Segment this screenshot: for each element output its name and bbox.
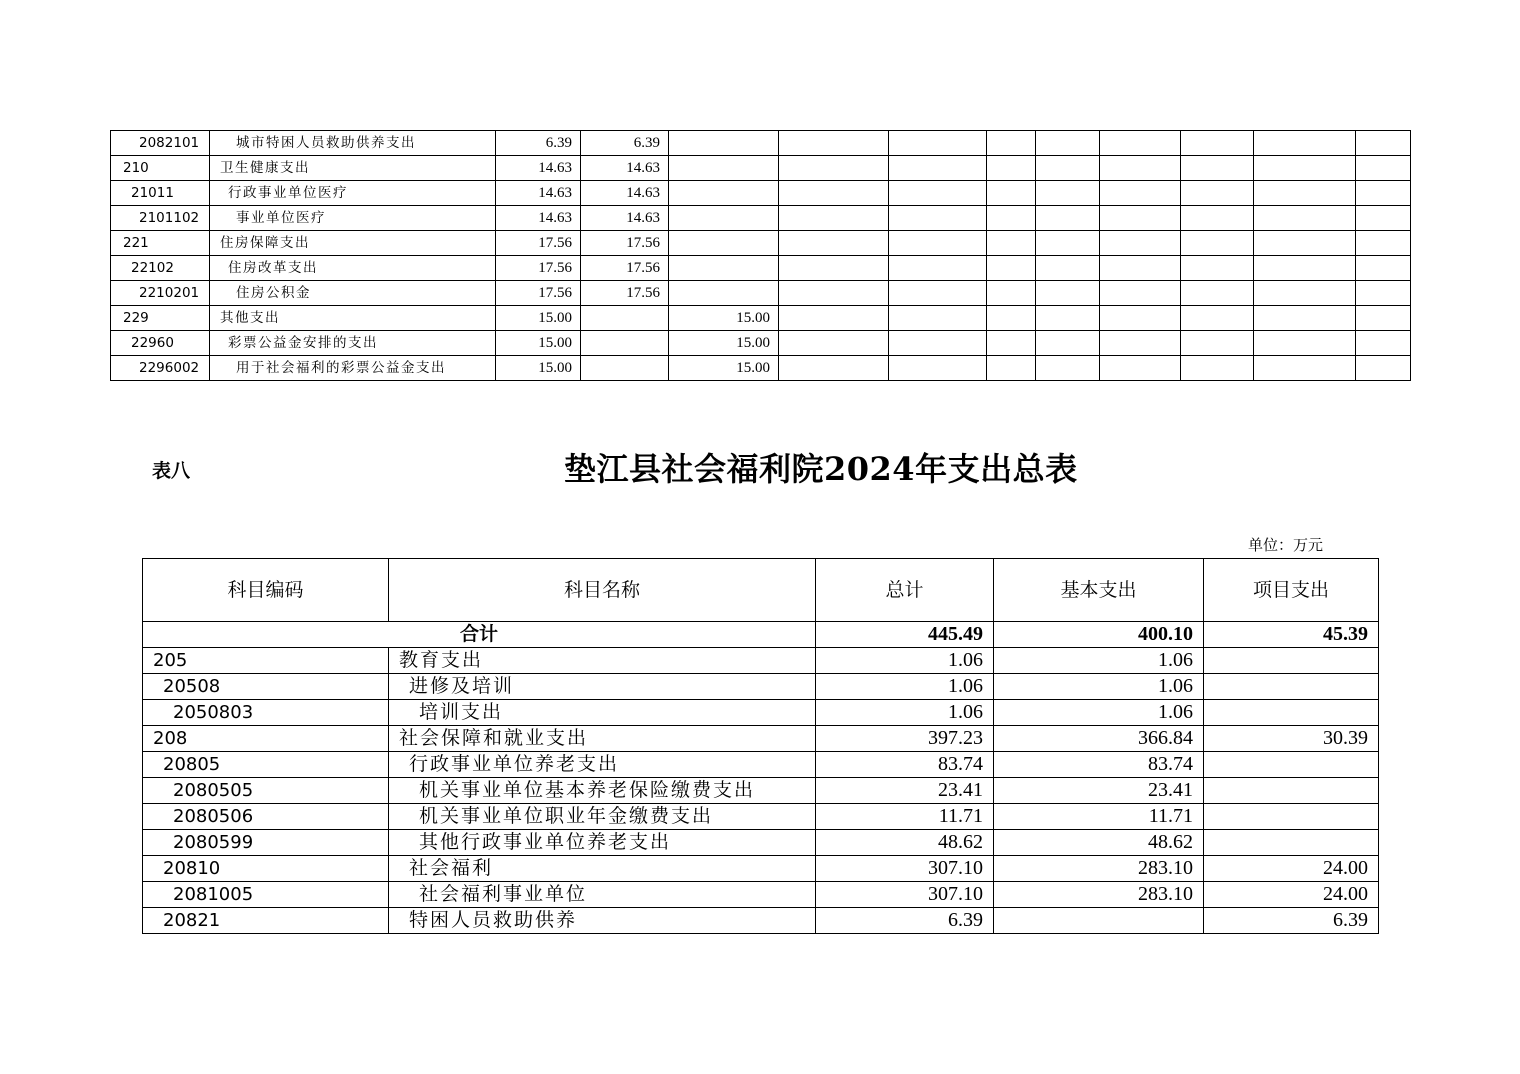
empty-cell bbox=[1036, 156, 1100, 181]
table-row bbox=[111, 131, 1411, 156]
total-label: 合计 bbox=[143, 622, 816, 648]
empty-cell bbox=[779, 356, 889, 381]
expenditure-summary-table bbox=[142, 558, 1379, 934]
empty-cell bbox=[1036, 331, 1100, 356]
empty-cell bbox=[1254, 356, 1356, 381]
subject-code: 210 bbox=[111, 156, 210, 181]
empty-cell bbox=[1181, 281, 1254, 306]
subject-name: 其他行政事业单位养老支出 bbox=[389, 830, 816, 856]
empty-cell bbox=[1036, 256, 1100, 281]
empty-cell bbox=[1254, 331, 1356, 356]
subject-name: 特困人员救助供养 bbox=[389, 908, 816, 934]
table-row bbox=[143, 856, 1379, 882]
value-project bbox=[1204, 830, 1379, 856]
value-project bbox=[669, 281, 779, 306]
empty-cell bbox=[1254, 281, 1356, 306]
value-total: 17.56 bbox=[496, 281, 581, 306]
table-row bbox=[111, 156, 1411, 181]
empty-cell bbox=[1254, 181, 1356, 206]
empty-cell bbox=[987, 181, 1036, 206]
header-project: 项目支出 bbox=[1204, 559, 1379, 622]
value-total: 11.71 bbox=[816, 804, 994, 830]
value-project: 15.00 bbox=[669, 306, 779, 331]
table-row bbox=[111, 181, 1411, 206]
empty-cell bbox=[987, 331, 1036, 356]
empty-cell bbox=[1181, 131, 1254, 156]
empty-cell bbox=[987, 281, 1036, 306]
value-total: 83.74 bbox=[816, 752, 994, 778]
empty-cell bbox=[1100, 156, 1181, 181]
empty-cell bbox=[1100, 356, 1181, 381]
table-row bbox=[111, 281, 1411, 306]
continued-expenditure-table bbox=[110, 130, 1411, 381]
value-basic bbox=[581, 306, 669, 331]
table-row bbox=[111, 206, 1411, 231]
value-basic: 14.63 bbox=[581, 181, 669, 206]
empty-cell bbox=[1254, 256, 1356, 281]
subject-name: 机关事业单位职业年金缴费支出 bbox=[389, 804, 816, 830]
header-basic: 基本支出 bbox=[994, 559, 1204, 622]
subject-code: 2081005 bbox=[143, 882, 389, 908]
value-total: 14.63 bbox=[496, 181, 581, 206]
empty-cell bbox=[1356, 131, 1411, 156]
value-total: 1.06 bbox=[816, 674, 994, 700]
value-basic: 23.41 bbox=[994, 778, 1204, 804]
table-row bbox=[143, 804, 1379, 830]
header-total: 总计 bbox=[816, 559, 994, 622]
empty-cell bbox=[779, 256, 889, 281]
value-project bbox=[669, 231, 779, 256]
value-basic: 1.06 bbox=[994, 700, 1204, 726]
empty-cell bbox=[1181, 356, 1254, 381]
empty-cell bbox=[1356, 156, 1411, 181]
value-project bbox=[1204, 804, 1379, 830]
value-total: 15.00 bbox=[496, 306, 581, 331]
value-project: 15.00 bbox=[669, 331, 779, 356]
empty-cell bbox=[1254, 306, 1356, 331]
table-row bbox=[143, 674, 1379, 700]
value-basic bbox=[581, 331, 669, 356]
table-header-row bbox=[143, 559, 1379, 622]
value-basic: 14.63 bbox=[581, 156, 669, 181]
empty-cell bbox=[1100, 231, 1181, 256]
table-number-label: 表八 bbox=[152, 460, 191, 482]
value-total: 6.39 bbox=[496, 131, 581, 156]
value-total: 1.06 bbox=[816, 700, 994, 726]
subject-code: 20805 bbox=[143, 752, 389, 778]
empty-cell bbox=[1181, 231, 1254, 256]
empty-cell bbox=[1100, 331, 1181, 356]
empty-cell bbox=[987, 356, 1036, 381]
value-total: 17.56 bbox=[496, 256, 581, 281]
subject-name: 教育支出 bbox=[389, 648, 816, 674]
empty-cell bbox=[1181, 331, 1254, 356]
value-project: 30.39 bbox=[1204, 726, 1379, 752]
empty-cell bbox=[1356, 206, 1411, 231]
subject-code: 2210201 bbox=[111, 281, 210, 306]
subject-name: 行政事业单位医疗 bbox=[210, 181, 496, 206]
empty-cell bbox=[1254, 156, 1356, 181]
empty-cell bbox=[889, 281, 987, 306]
empty-cell bbox=[889, 231, 987, 256]
empty-cell bbox=[889, 206, 987, 231]
value-basic: 1.06 bbox=[994, 648, 1204, 674]
empty-cell bbox=[889, 256, 987, 281]
value-total: 307.10 bbox=[816, 882, 994, 908]
empty-cell bbox=[1181, 256, 1254, 281]
table-row bbox=[111, 306, 1411, 331]
value-basic: 11.71 bbox=[994, 804, 1204, 830]
subject-code: 208 bbox=[143, 726, 389, 752]
value-basic: 1.06 bbox=[994, 674, 1204, 700]
subject-name: 城市特困人员救助供养支出 bbox=[210, 131, 496, 156]
header-name: 科目名称 bbox=[389, 559, 816, 622]
empty-cell bbox=[1181, 306, 1254, 331]
empty-cell bbox=[889, 356, 987, 381]
table-row bbox=[111, 231, 1411, 256]
empty-cell bbox=[987, 206, 1036, 231]
empty-cell bbox=[987, 156, 1036, 181]
subject-name: 其他支出 bbox=[210, 306, 496, 331]
value-project bbox=[1204, 674, 1379, 700]
table-row bbox=[143, 726, 1379, 752]
subject-code: 20810 bbox=[143, 856, 389, 882]
table-row bbox=[143, 830, 1379, 856]
empty-cell bbox=[1036, 231, 1100, 256]
subject-name: 培训支出 bbox=[389, 700, 816, 726]
table-row bbox=[143, 700, 1379, 726]
value-total: 14.63 bbox=[496, 156, 581, 181]
empty-cell bbox=[1100, 306, 1181, 331]
empty-cell bbox=[1100, 206, 1181, 231]
value-project: 24.00 bbox=[1204, 856, 1379, 882]
table-row bbox=[111, 331, 1411, 356]
value-basic: 17.56 bbox=[581, 231, 669, 256]
value-project: 24.00 bbox=[1204, 882, 1379, 908]
subject-code: 20508 bbox=[143, 674, 389, 700]
subject-name: 彩票公益金安排的支出 bbox=[210, 331, 496, 356]
value-project bbox=[669, 256, 779, 281]
value-basic: 17.56 bbox=[581, 281, 669, 306]
value-total: 17.56 bbox=[496, 231, 581, 256]
empty-cell bbox=[889, 181, 987, 206]
subject-code: 21011 bbox=[111, 181, 210, 206]
empty-cell bbox=[1356, 356, 1411, 381]
empty-cell bbox=[1356, 306, 1411, 331]
empty-cell bbox=[1100, 181, 1181, 206]
empty-cell bbox=[1036, 306, 1100, 331]
value-basic: 48.62 bbox=[994, 830, 1204, 856]
value-project bbox=[669, 206, 779, 231]
empty-cell bbox=[987, 306, 1036, 331]
empty-cell bbox=[779, 206, 889, 231]
value-total: 1.06 bbox=[816, 648, 994, 674]
empty-cell bbox=[1356, 231, 1411, 256]
value-basic: 14.63 bbox=[581, 206, 669, 231]
empty-cell bbox=[1254, 131, 1356, 156]
empty-cell bbox=[1356, 256, 1411, 281]
value-total: 48.62 bbox=[816, 830, 994, 856]
value-total: 15.00 bbox=[496, 331, 581, 356]
value-total: 397.23 bbox=[816, 726, 994, 752]
subject-code: 2101102 bbox=[111, 206, 210, 231]
total-basic: 400.10 bbox=[994, 622, 1204, 648]
subject-code: 229 bbox=[111, 306, 210, 331]
empty-cell bbox=[1356, 281, 1411, 306]
empty-cell bbox=[1356, 181, 1411, 206]
value-project bbox=[1204, 648, 1379, 674]
empty-cell bbox=[779, 156, 889, 181]
empty-cell bbox=[987, 131, 1036, 156]
empty-cell bbox=[889, 331, 987, 356]
subject-code: 2080505 bbox=[143, 778, 389, 804]
empty-cell bbox=[889, 156, 987, 181]
empty-cell bbox=[779, 181, 889, 206]
subject-name: 社会保障和就业支出 bbox=[389, 726, 816, 752]
value-total: 15.00 bbox=[496, 356, 581, 381]
empty-cell bbox=[987, 231, 1036, 256]
empty-cell bbox=[889, 131, 987, 156]
empty-cell bbox=[1181, 206, 1254, 231]
value-project bbox=[669, 131, 779, 156]
header-code: 科目编码 bbox=[143, 559, 389, 622]
empty-cell bbox=[779, 281, 889, 306]
value-basic: 83.74 bbox=[994, 752, 1204, 778]
subject-code: 20821 bbox=[143, 908, 389, 934]
subject-code: 2296002 bbox=[111, 356, 210, 381]
subject-code: 2050803 bbox=[143, 700, 389, 726]
subject-code: 2082101 bbox=[111, 131, 210, 156]
empty-cell bbox=[1100, 256, 1181, 281]
empty-cell bbox=[1181, 181, 1254, 206]
value-basic: 17.56 bbox=[581, 256, 669, 281]
table-row bbox=[143, 778, 1379, 804]
empty-cell bbox=[1100, 281, 1181, 306]
subject-code: 2080599 bbox=[143, 830, 389, 856]
total-sum: 445.49 bbox=[816, 622, 994, 648]
value-basic: 283.10 bbox=[994, 882, 1204, 908]
page-title: 垫江县社会福利院2024年支出总表 bbox=[564, 450, 1078, 488]
unit-label: 单位：万元 bbox=[1248, 536, 1324, 554]
subject-name: 进修及培训 bbox=[389, 674, 816, 700]
value-basic: 6.39 bbox=[581, 131, 669, 156]
total-row bbox=[143, 622, 1379, 648]
empty-cell bbox=[779, 306, 889, 331]
value-project bbox=[1204, 752, 1379, 778]
subject-code: 22960 bbox=[111, 331, 210, 356]
subject-name: 行政事业单位养老支出 bbox=[389, 752, 816, 778]
value-total: 14.63 bbox=[496, 206, 581, 231]
value-total: 23.41 bbox=[816, 778, 994, 804]
empty-cell bbox=[1181, 156, 1254, 181]
value-project bbox=[669, 156, 779, 181]
value-project bbox=[669, 181, 779, 206]
subject-code: 22102 bbox=[111, 256, 210, 281]
subject-code: 221 bbox=[111, 231, 210, 256]
subject-name: 卫生健康支出 bbox=[210, 156, 496, 181]
empty-cell bbox=[1036, 206, 1100, 231]
empty-cell bbox=[889, 306, 987, 331]
empty-cell bbox=[1100, 131, 1181, 156]
total-project: 45.39 bbox=[1204, 622, 1379, 648]
empty-cell bbox=[987, 256, 1036, 281]
empty-cell bbox=[1036, 281, 1100, 306]
empty-cell bbox=[779, 231, 889, 256]
table-row bbox=[143, 882, 1379, 908]
subject-name: 社会福利事业单位 bbox=[389, 882, 816, 908]
subject-name: 用于社会福利的彩票公益金支出 bbox=[210, 356, 496, 381]
value-project: 6.39 bbox=[1204, 908, 1379, 934]
empty-cell bbox=[1356, 331, 1411, 356]
table-row bbox=[143, 908, 1379, 934]
value-project bbox=[1204, 778, 1379, 804]
value-basic: 283.10 bbox=[994, 856, 1204, 882]
subject-name: 住房保障支出 bbox=[210, 231, 496, 256]
empty-cell bbox=[1254, 231, 1356, 256]
table-row bbox=[143, 752, 1379, 778]
value-total: 307.10 bbox=[816, 856, 994, 882]
subject-name: 机关事业单位基本养老保险缴费支出 bbox=[389, 778, 816, 804]
empty-cell bbox=[1036, 356, 1100, 381]
subject-code: 2080506 bbox=[143, 804, 389, 830]
empty-cell bbox=[1036, 181, 1100, 206]
empty-cell bbox=[1254, 206, 1356, 231]
value-project bbox=[1204, 700, 1379, 726]
table-row bbox=[111, 356, 1411, 381]
subject-code: 205 bbox=[143, 648, 389, 674]
empty-cell bbox=[1036, 131, 1100, 156]
value-basic: 366.84 bbox=[994, 726, 1204, 752]
subject-name: 社会福利 bbox=[389, 856, 816, 882]
value-project: 15.00 bbox=[669, 356, 779, 381]
value-basic bbox=[581, 356, 669, 381]
value-basic bbox=[994, 908, 1204, 934]
table-row bbox=[111, 256, 1411, 281]
empty-cell bbox=[779, 331, 889, 356]
table-row bbox=[143, 648, 1379, 674]
subject-name: 住房公积金 bbox=[210, 281, 496, 306]
empty-cell bbox=[779, 131, 889, 156]
value-total: 6.39 bbox=[816, 908, 994, 934]
subject-name: 住房改革支出 bbox=[210, 256, 496, 281]
subject-name: 事业单位医疗 bbox=[210, 206, 496, 231]
